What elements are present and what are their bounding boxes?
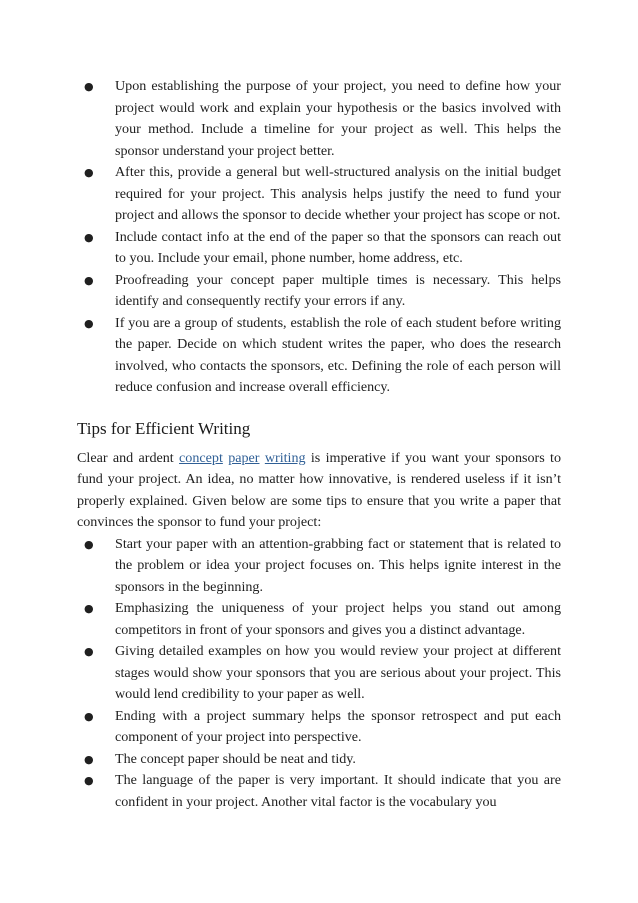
list-item-text: If you are a group of students, establish the role of each student before writing the paper. Decide on which student writes the paper, who does the research involved, who contacts the sponsors, etc. Defining the role of each person will reduce confusion and increase overall efficiency. [115,314,561,395]
section-intro-paragraph [77,448,561,534]
list-item [77,227,561,270]
writing-link[interactable]: writing [264,449,306,466]
bullet-icon: ● [84,709,94,723]
document-page [77,76,561,813]
list-item-text: Ending with a project summary helps the sponsor retrospect and put each component of your project into perspective. [115,707,561,745]
list-item [77,313,561,399]
list-item-text: Upon establishing the purpose of your project, you need to define how your project would work and explain your hypothesis or the basics involved with your method. Include a timeline for your project as well. This helps the sponsor understand your project better. [115,78,561,159]
list-item-text: The concept paper should be neat and tidy. [115,750,356,767]
bullet-icon: ● [84,80,94,93]
list-item [77,162,561,227]
list-item-text: After this, provide a general but well-structured analysis on the initial budget required for your project. This analysis helps justify the need to fund your project and allows the sponsor to decide whether your project has scope or not. [115,164,561,223]
section-heading: Tips for Efficient Writing [77,418,251,438]
list-item-text: Emphasizing the uniqueness of your project helps you stand out among competitors in front of your sponsors and gives you a distinct advantage. [115,600,561,638]
bullet-list-tips [77,534,561,814]
list-item [77,706,561,749]
bullet-icon: ● [84,645,94,658]
bullet-icon: ● [84,166,94,179]
list-item-text: Proofreading your concept paper multiple times is necessary. This helps identify and consequently rectify your errors if any. [115,271,561,309]
list-item-text: Include contact info at the end of the paper so that the sponsors can reach out to you. Include your email, phone number, home address, etc. [115,228,561,266]
intro-text-end: is imperative if you want your sponsors to fund your project. An idea, no matter how innovative, is rendered useless if it isn’t properly explained. Given below are some tips to ensure that you write a paper that convinces the sponsor to fund your project: [77,449,562,530]
bullet-icon: ● [84,316,94,330]
bullet-icon: ● [84,537,94,551]
list-item [77,598,561,641]
list-item [77,749,561,771]
list-item [77,534,561,599]
list-item-text: Start your paper with an attention-grabbing fact or statement that is related to the problem or idea your project focuses on. This helps ignite interest in the sponsors in the beginning. [115,535,561,595]
list-item-text: Giving detailed examples on how you would review your project at different stages would show your sponsors that you are serious about your project. This would lend credibility to your paper as well. [115,643,561,702]
concept-link[interactable]: concept [179,449,223,466]
list-item [77,641,561,706]
bullet-icon: ● [84,230,94,244]
bullet-icon: ● [84,774,94,787]
list-item [77,270,561,313]
bullet-icon: ● [84,273,94,287]
list-item [77,770,561,813]
intro-text-start: Clear and ardent [77,449,180,466]
list-item [77,76,561,162]
bullet-list-top [77,76,561,399]
bullet-icon: ● [84,602,94,615]
bullet-icon: ● [84,752,94,766]
list-item-text: The language of the paper is very important. It should indicate that you are confident in your project. Another vital factor is the vocabulary you [115,772,561,810]
paper-link[interactable]: paper [228,449,260,466]
